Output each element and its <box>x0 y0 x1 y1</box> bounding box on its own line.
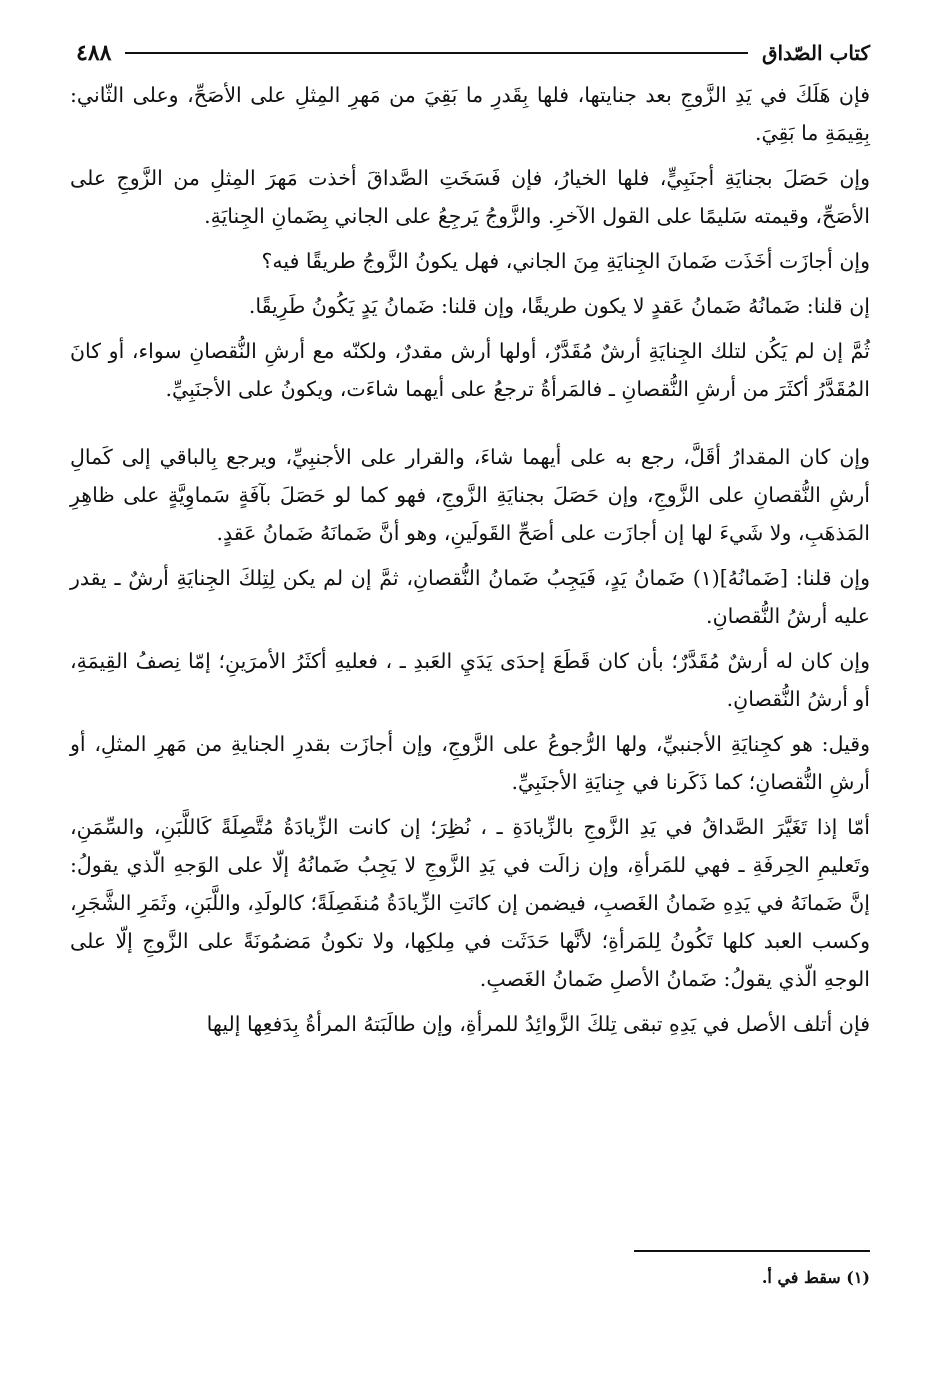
paragraph: وإن كان له أرشٌ مُقَدَّرٌ؛ بأن كان قَطَعَ إحدَى يَدَيِ العَبدِ ـ ، فعليهِ أكثَرُ الأمرَينِ؛ إمّا نِصفُ القِيمَةِ، أو أرشُ النُّقصانِ. <box>70 649 870 711</box>
paragraph: ثُمَّ إن لم يَكُن لتلك الجِنايَةِ أرشٌ مُقَدَّرٌ، أولها أرش مقدرٌ، ولكنّه مع أرشِ النُّقصانِ سواء، أو كانَ المُقَدَّرُ أكثَرَ من أرشِ النُّقصانِ ـ فالمَرأةُ ترجعُ على أيهما شاءَت، ويكونُ على الأجنَبِيِّ. <box>70 339 870 401</box>
paragraph: فإن أتلف الأصل في يَدِهِ تبقى تِلكَ الزَّوائِدُ للمرأةِ، وإن طالَبَتهُ المرأةُ بِدَفعِها إليها <box>206 1012 870 1036</box>
paragraph: فإن هَلَكَ في يَدِ الزَّوجِ بعد جنايتها، فلها بِقَدرِ ما بَقِيَ من مَهرِ المِثلِ على الأصَحِّ، وعلى الثّاني: بِقِيمَةِ ما بَقِيَ. <box>70 83 870 145</box>
paragraph: إن قلنا: ضَمانُهُ ضَمانُ عَقدٍ لا يكون طريقًا، وإن قلنا: ضَمانُ يَدٍ يَكُونُ طَرِيقًا. <box>248 294 870 318</box>
paragraph: وقيل: هو كجِنايَةِ الأجنبيِّ، ولها الرُّجوعُ على الزَّوجِ، وإن أجازَت بقدرِ الجنايةِ من مَهرِ المثلِ، أو أرشِ النُّقصانِ؛ كما ذَكَرنا في جِنايَةِ الأجنَبِيِّ. <box>70 732 870 794</box>
page-number: ٤٨٨ <box>76 40 112 66</box>
footnote: (١) سقط في أ. <box>761 1268 870 1287</box>
footnote-rule <box>634 1250 870 1252</box>
paragraph: أمّا إذا تَغَيَّرَ الصَّداقُ في يَدِ الزَّوجِ بالزِّيادَةِ ـ ، نُظِرَ؛ إن كانت الزِّيادَةُ مُتَّصِلَةً كَاللَّبَنِ، والسِّمَنِ، وتَعليمِ الحِرفَةِ ـ فهي للمَرأةِ، وإن زالَت في يَدِ الزَّوجِ لا يَجِبُ ضَمانُهُ إلّا على الوَجهِ الّذي يقولُ: إنَّ ضَمانَهُ في يَدِهِ ضَمانُ الغَصبِ، فيضمن إن كانَتِ الزِّيادَةُ مُنفَصِلَةً؛ كالولَدِ، واللَّبَنِ، وثَمَرِ الشَّجَرِ، وكسب العبد كلها تَكُونُ لِلمَرأةِ؛ لأنَّها حَدَثَت في مِلكِها، ولا تكونُ مَضمُونَةً على الزَّوجِ إلّا على الوجهِ الّذي يقولُ: ضَمانُ الأصلِ ضَمانُ الغَصبِ. <box>70 815 870 991</box>
book-page <box>70 36 870 1336</box>
paragraph: وإن حَصَلَ بجنايَةِ أجنَبِيٍّ، فلها الخيارُ، فإن فَسَخَتِ الصَّداقَ أخذت مَهرَ المِثلِ من الزَّوجِ على الأصَحِّ، وقيمته سَليمًا على القول الآخرِ. والزَّوجُ يَرجِعُ على الجاني بِضَمانِ الجِنايَةِ. <box>70 166 870 228</box>
paragraph: وإن قلنا: [ضَمانُهُ](١) ضَمانُ يَدٍ، فَيَجِبُ ضَمانُ النُّقصانِ، ثمَّ إن لم يكن لِتِلكَ الجِنايَةِ أرشٌ ـ يقدر عليه أرشُ النُّقصانِ. <box>70 566 870 628</box>
page-header <box>70 36 870 70</box>
paragraph: وإن أجازَت أخَذَت ضَمانَ الجِنايَةِ مِنَ الجاني، فهل يكونُ الزَّوجُ طريقًا فيه؟ <box>261 249 870 273</box>
page-body <box>70 76 870 1043</box>
book-title: كتاب الصّداق <box>761 41 870 65</box>
header-rule <box>125 52 748 54</box>
paragraph: وإن كان المقدارُ أقَلَّ، رجع به على أيهما شاءَ، والقرار على الأجنبِيِّ، ويرجع بِالباقي إلى كَمالِ أرشِ النُّقصانِ على الزَّوجِ، وإن حَصَلَ بجنايَةِ الزَّوجِ، فهو كما لو حَصَلَ بآفَةٍ سَماوِيَّةٍ على ظاهِرِ المَذهَبِ، ولا شَيءَ لها إن أجازَت على أصَحِّ القَولَينِ، وهو أنَّ ضَمانَهُ ضَمانُ عَقدٍ. <box>70 445 870 545</box>
